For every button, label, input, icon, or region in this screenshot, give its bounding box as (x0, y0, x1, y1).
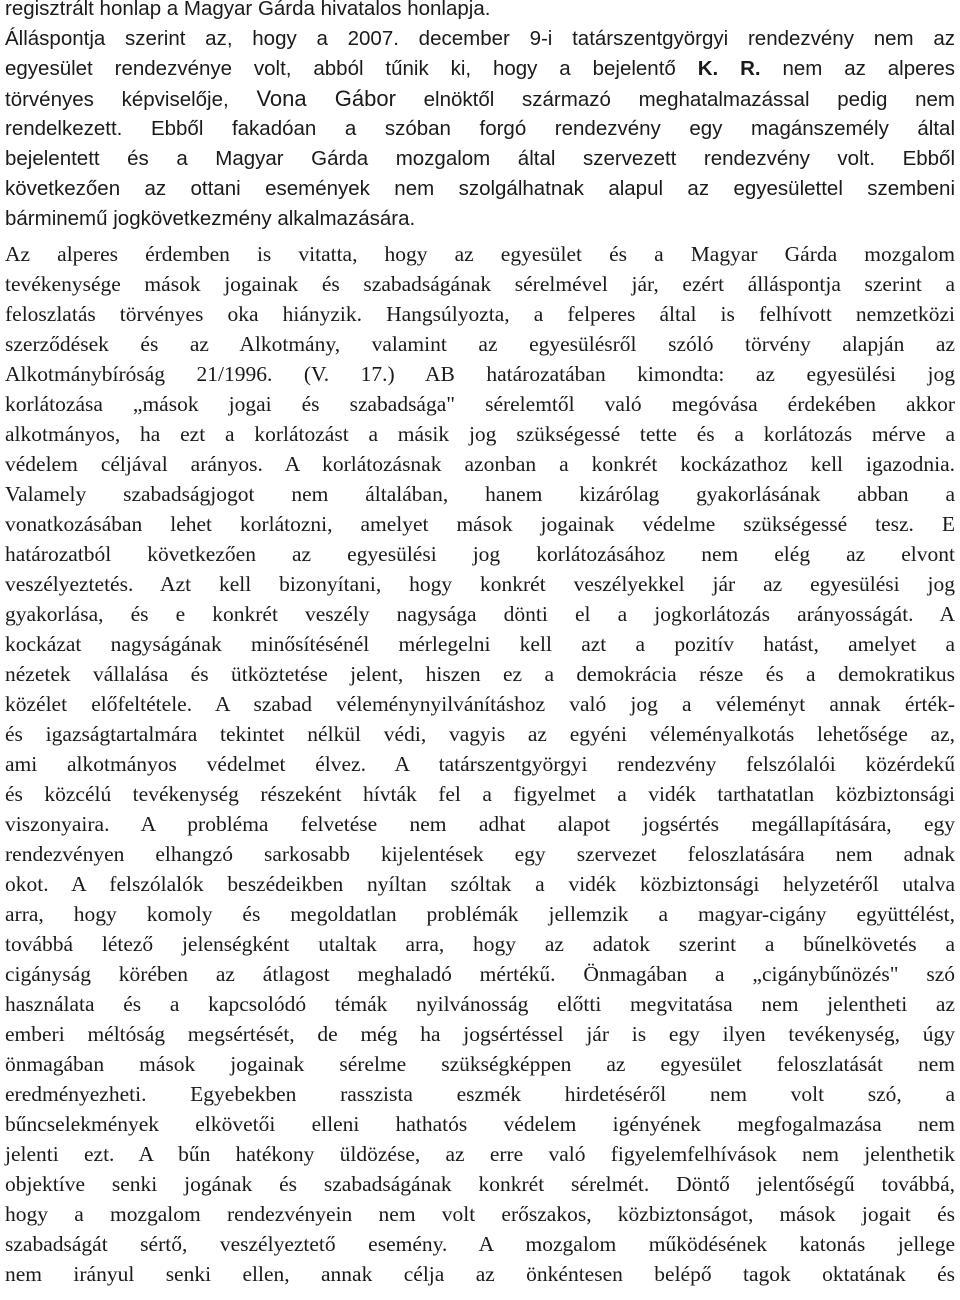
text-line: védelem céljával arányos. A korlátozásnak azonban a konkrét kockázathoz kell igazodnia. (5, 452, 955, 476)
text-line: gyakorlása, és e konkrét veszély nagysága dönti el a jogkorlátozás arányosságát. A (5, 602, 955, 626)
text-line: kockázat nagyságának minősítésénél mérlegelni kell azt a pozitív hatást, amelyet a (5, 632, 955, 656)
text-line: egyesület rendezvénye volt, abból tűnik ki, hogy a bejelentő K. R. nem az alperes (5, 57, 956, 80)
text-line: bejelentett és a Magyar Gárda mozgalom által szervezett rendezvény volt. Ebből (5, 147, 955, 170)
text-line: rendezvényen elhangzó sarkosabb kijelentések egy szervezet feloszlatására nem adnak (5, 842, 955, 866)
text-line: okot. A felszólalók beszédeikben nyíltan szóltak a vidék közbiztonsági helyzetéről utalva (5, 872, 955, 896)
name-highlight: Vona Gábor (256, 86, 396, 111)
text-line: veszélyeztetés. Azt kell bizonyítani, hogy konkrét veszélyekkel jár az egyesülési jog (5, 572, 955, 596)
text-line: nem irányul senki ellen, annak célja az önkéntesen belépő tagok oktatának és (5, 1262, 955, 1286)
text-line: alkotmányos, ha ezt a korlátozást a másik jog szükségessé tette és a korlátozás mérve a (5, 422, 955, 446)
text-line: ami alkotmányos védelmet élvez. A tatárszentgyörgyi rendezvény felszólalói közérdekű (5, 752, 955, 776)
text-line: eredményezheti. Egyebekben rasszista eszmék hirdetéséről nem volt szó, a (5, 1082, 955, 1106)
text-line: tevékenysége mások jogainak és szabadságának sérelmével jár, ezért álláspontja szerint a (5, 272, 955, 296)
text-line: bárminemű jogkövetkezmény alkalmazására. (5, 207, 416, 230)
text-line: feloszlatás törvényes oka hiányzik. Hangsúlyozta, a felperes által is felhívott nemzetközi (5, 302, 955, 326)
text-line: használata és a kapcsolódó témák nyilvánosság előtti megvitatása nem jelentheti az (5, 992, 955, 1016)
text-line: önmagában mások jogainak sérelme szükségképpen az egyesület feloszlatását nem (5, 1052, 955, 1076)
text-line: nézetek vállalása és ütköztetése jelent, hiszen ez a demokrácia része és a demokratikus (5, 662, 955, 686)
paragraph-serif (5, 239, 955, 1289)
text-line: következően az ottani események nem szolgálhatnak alapul az egyesülettel szembeni (5, 177, 955, 200)
text-line: bűncselekmények elkövetői elleni hathatós védelem igényének megfogalmazása nem (5, 1112, 955, 1136)
text-line: továbbá létező jelenségként utaltak arra, hogy az adatok szerint a bűnelkövetés a (5, 932, 955, 956)
text-line: Álláspontja szerint az, hogy a 2007. december 9-i tatárszentgyörgyi rendezvény nem az (5, 27, 955, 50)
text-line: Alkotmánybíróság 21/1996. (V. 17.) AB határozatában kimondta: az egyesülési jog (5, 362, 955, 386)
text-line: határozatból következően az egyesülési jog korlátozásához nem elég az elvont (5, 542, 955, 566)
text-line: és közcélú tevékenység részeként hívták fel a figyelmet a vidék tarthatatlan közbiztonsági (5, 782, 955, 806)
paragraph-sans (5, 0, 955, 234)
text-line: Valamely szabadságjogot nem általában, hanem kizárólag gyakorlásának abban a (5, 482, 955, 506)
text-line: cigányság körében az átlagost meghaladó mértékű. Önmagában a „cigánybűnözés" szó (5, 962, 955, 986)
text-line: korlátozása „mások jogai és szabadsága" sérelemtől való megóvása érdekében akkor (5, 392, 955, 416)
text-line: rendelkezett. Ebből fakadóan a szóban forgó rendezvény egy magánszemély által (5, 117, 955, 140)
text-line: szabadságát sértő, veszélyeztető esemény. A mozgalom működésének katonás jellege (5, 1232, 955, 1256)
text-line: közélet előfeltétele. A szabad véleménynyilvánításhoz való jog a véleményt annak érték- (5, 692, 955, 716)
text-line: Az alperes érdemben is vitatta, hogy az egyesület és a Magyar Gárda mozgalom (5, 242, 955, 266)
text-line: objektíve senki jogának és szabadságának konkrét sérelmét. Döntő jelentőségű továbbá, (5, 1172, 955, 1196)
text-line: szerződések és az Alkotmány, valamint az egyesülésről szóló törvény alapján az (5, 332, 955, 356)
text-line: jelenti ezt. A bűn hatékony üldözése, az erre való figyelemfelhívások nem jelenthetik (5, 1142, 955, 1166)
bold-name: K. R. (697, 57, 761, 80)
text-line: arra, hogy komoly és megoldatlan problémák jellemzik a magyar-cigány együttélést, (5, 902, 955, 926)
text-line: emberi méltóság megsértését, de még ha jogsértéssel jár is egy ilyen tevékenység, úgy (5, 1022, 955, 1046)
text-line: viszonyaira. A probléma felvetése nem adhat alapot jogsértés megállapítására, egy (5, 812, 955, 836)
text-line: regisztrált honlap a Magyar Gárda hivatalos honlapja. (5, 0, 491, 20)
text-line: hogy a mozgalom rendezvényein nem volt erőszakos, közbiztonságot, mások jogait és (5, 1202, 955, 1226)
text-line: és igazságtartalmára tekintet nélkül védi, vagyis az egyéni véleményalkotás lehetősége az, (5, 722, 955, 746)
text-line: vonatkozásában lehet korlátozni, amelyet mások jogainak védelme szükségessé tesz. E (5, 512, 955, 536)
text-line: törvényes képviselője, Vona Gábor elnöktől származó meghatalmazással pedig nem (5, 86, 955, 111)
